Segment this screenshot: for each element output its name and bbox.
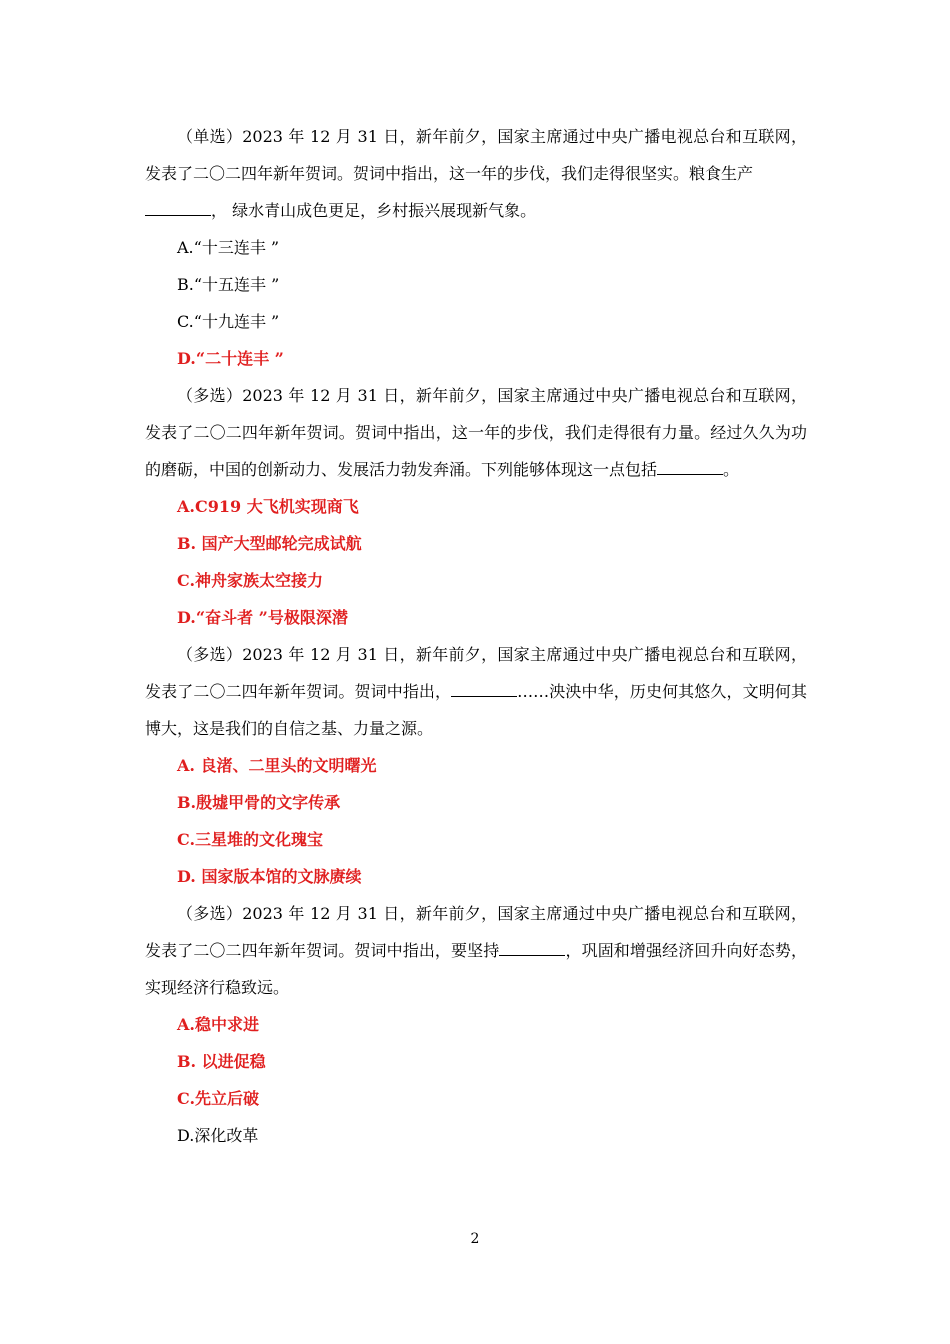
option-c-correct: C.三星堆的文化瑰宝 (177, 830, 324, 849)
option-b-correct: B.殷墟甲骨的文字传承 (177, 793, 341, 812)
option-d-correct: D. 国家版本馆的文脉赓续 (177, 867, 362, 886)
option-a-correct: A.稳中求进 (177, 1015, 259, 1034)
option-c-correct: C.神舟家族太空接力 (177, 571, 324, 590)
option-d-correct: D.“二十连丰 ” (177, 349, 284, 368)
question-1 (145, 118, 807, 377)
question-stem: （单选）2023 年 12 月 31 日，新年前夕，国家主席通过中央广播电视总台和互联网，发表了二〇二四年新年贺词。贺词中指出，这一年的步伐，我们走得很坚实。粮食生产 ， 绿水青山成色更足，乡村振兴展现新气象。 (145, 127, 807, 220)
option-b: B.“十五连丰 ” (177, 275, 280, 294)
answer-blank (657, 460, 723, 475)
answer-blank (499, 941, 565, 956)
option-a-correct: A.C919 大飞机实现商飞 (177, 497, 359, 516)
document-content (145, 118, 807, 1154)
option-b-correct: B. 国产大型邮轮完成试航 (177, 534, 362, 553)
question-stem: （多选）2023 年 12 月 31 日，新年前夕，国家主席通过中央广播电视总台和互联网，发表了二〇二四年新年贺词。贺词中指出，这一年的步伐，我们走得很有力量。经过久久为功的磨砺，中国的创新动力、发展活力勃发奔涌。下列能够体现这一点包括 。 (145, 386, 807, 479)
question-3 (145, 636, 807, 895)
option-c-correct: C.先立后破 (177, 1089, 260, 1108)
page-number: 2 (470, 1231, 480, 1247)
option-a-correct: A. 良渚、二里头的文明曙光 (177, 756, 377, 775)
question-stem: （多选）2023 年 12 月 31 日，新年前夕，国家主席通过中央广播电视总台和互联网，发表了二〇二四年新年贺词。贺词中指出，要坚持 ，巩固和增强经济回升向好态势，实现经济行稳致远。 (145, 904, 807, 997)
answer-blank (145, 201, 211, 216)
question-4 (145, 895, 807, 1154)
question-2 (145, 377, 807, 636)
option-d-correct: D.“奋斗者 ”号极限深潜 (177, 608, 348, 627)
option-a: A.“十三连丰 ” (177, 238, 280, 257)
answer-blank (451, 682, 517, 697)
option-c: C.“十九连丰 ” (177, 312, 280, 331)
question-stem: （多选）2023 年 12 月 31 日，新年前夕，国家主席通过中央广播电视总台和互联网，发表了二〇二四年新年贺词。贺词中指出， ……泱泱中华，历史何其悠久，文明何其博大，这是我们的自信之基、力量之源。 (145, 645, 807, 738)
option-b-correct: B. 以进促稳 (177, 1052, 266, 1071)
option-d: D.深化改革 (177, 1126, 259, 1145)
